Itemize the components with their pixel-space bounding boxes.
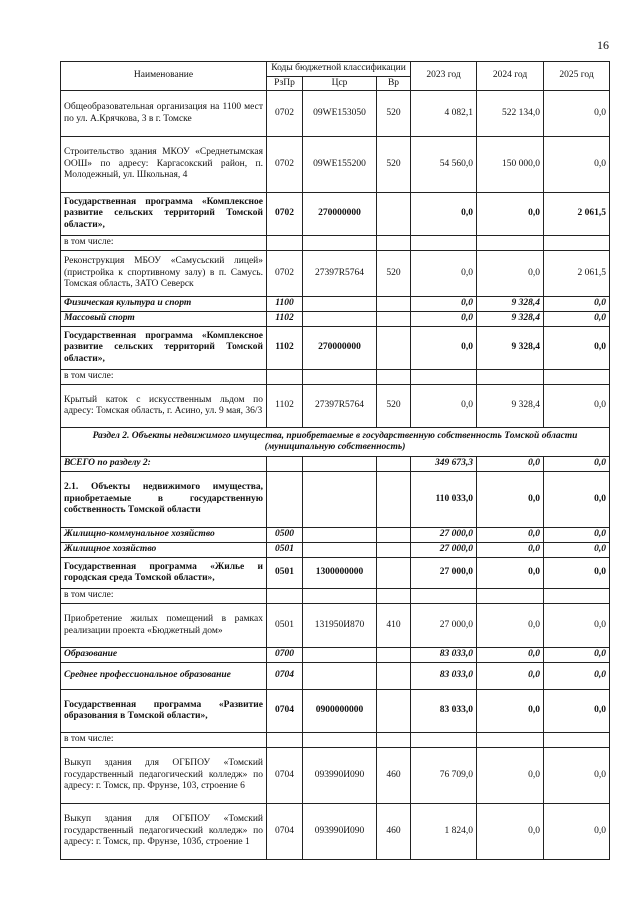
- cell-csr: [303, 370, 377, 385]
- cell-csr: 1300000000: [303, 558, 377, 589]
- cell-y2024: 0,0: [477, 648, 544, 663]
- cell-name: 2.1. Объекты недвижимого имущества, приобретаемые в государственную собственность Томской области: [61, 472, 267, 528]
- page-number: 16: [597, 38, 609, 52]
- cell-rzpr: 1100: [267, 297, 303, 312]
- cell-y2023: 0,0: [411, 312, 477, 327]
- cell-vr: [377, 312, 411, 327]
- cell-y2023: 0,0: [411, 251, 477, 297]
- cell-name: в том числе:: [61, 589, 267, 604]
- cell-csr: 09WE155200: [303, 137, 377, 193]
- cell-name: Жилищно-коммунальное хозяйство: [61, 528, 267, 543]
- cell-y2024: 522 134,0: [477, 91, 544, 137]
- cell-y2024: 0,0: [477, 748, 544, 804]
- cell-vr: [377, 528, 411, 543]
- cell-y2023: 110 033,0: [411, 472, 477, 528]
- table-row: [61, 327, 610, 370]
- cell-csr: [303, 472, 377, 528]
- cell-vr: 460: [377, 748, 411, 804]
- cell-rzpr: [267, 370, 303, 385]
- cell-csr: 131950И870: [303, 604, 377, 648]
- cell-rzpr: 0704: [267, 690, 303, 733]
- cell-rzpr: 1102: [267, 312, 303, 327]
- cell-csr: 27397R5764: [303, 251, 377, 297]
- cell-name: в том числе:: [61, 370, 267, 385]
- cell-rzpr: 0501: [267, 604, 303, 648]
- cell-y2023: 0,0: [411, 385, 477, 428]
- cell-y2024: 9 328,4: [477, 312, 544, 327]
- section-header-row: [61, 428, 610, 457]
- cell-name: ВСЕГО по разделу 2:: [61, 457, 267, 472]
- table-row: [61, 804, 610, 860]
- cell-y2023: 0,0: [411, 327, 477, 370]
- cell-y2023: 27 000,0: [411, 604, 477, 648]
- cell-vr: 520: [377, 91, 411, 137]
- cell-vr: [377, 370, 411, 385]
- cell-csr: [303, 312, 377, 327]
- header-2025: 2025 год: [544, 62, 610, 91]
- cell-name: Реконструкция МБОУ «Самусьский лицей» (пристройка к спортивному залу) в п. Самусь. Томская область, ЗАТО Северск: [61, 251, 267, 297]
- cell-y2024: 9 328,4: [477, 297, 544, 312]
- cell-vr: [377, 733, 411, 748]
- cell-csr: 27397R5764: [303, 385, 377, 428]
- cell-vr: [377, 690, 411, 733]
- cell-rzpr: 0501: [267, 558, 303, 589]
- budget-table: [60, 61, 610, 860]
- cell-rzpr: 0700: [267, 648, 303, 663]
- cell-y2023: 83 033,0: [411, 690, 477, 733]
- cell-y2025: 0,0: [544, 457, 610, 472]
- cell-name: в том числе:: [61, 236, 267, 251]
- cell-vr: 460: [377, 804, 411, 860]
- cell-name: Государственная программа «Комплексное развитие сельских территорий Томской области»,: [61, 193, 267, 236]
- cell-y2025: [544, 236, 610, 251]
- cell-rzpr: 1102: [267, 385, 303, 428]
- cell-y2024: 0,0: [477, 604, 544, 648]
- table-row: [61, 543, 610, 558]
- cell-y2024: 9 328,4: [477, 327, 544, 370]
- cell-csr: 270000000: [303, 193, 377, 236]
- cell-name: Образование: [61, 648, 267, 663]
- cell-name: Крытый каток с искусственным льдом по адресу: Томская область, г. Асино, ул. 9 мая, 36/3: [61, 385, 267, 428]
- cell-rzpr: [267, 589, 303, 604]
- cell-y2024: [477, 733, 544, 748]
- table-row: [61, 748, 610, 804]
- cell-y2025: 0,0: [544, 528, 610, 543]
- header-row: [61, 62, 610, 77]
- cell-y2023: 27 000,0: [411, 558, 477, 589]
- cell-name: Строительство здания МКОУ «Среднетымская ООШ» по адресу: Каргасокский район, п. Молодежный, ул. Школьная, 4: [61, 137, 267, 193]
- cell-csr: [303, 543, 377, 558]
- cell-rzpr: 0704: [267, 804, 303, 860]
- table-row: [61, 663, 610, 690]
- cell-y2023: 349 673,3: [411, 457, 477, 472]
- table-row: [61, 297, 610, 312]
- cell-csr: 09WE153050: [303, 91, 377, 137]
- cell-y2024: 0,0: [477, 690, 544, 733]
- cell-rzpr: 0500: [267, 528, 303, 543]
- cell-y2025: 0,0: [544, 137, 610, 193]
- cell-y2025: 0,0: [544, 543, 610, 558]
- cell-y2025: 0,0: [544, 604, 610, 648]
- cell-rzpr: 0702: [267, 137, 303, 193]
- cell-y2025: 0,0: [544, 690, 610, 733]
- cell-csr: 093990И090: [303, 748, 377, 804]
- cell-y2025: [544, 370, 610, 385]
- table-row: [61, 528, 610, 543]
- cell-csr: [303, 236, 377, 251]
- cell-csr: [303, 648, 377, 663]
- cell-vr: [377, 327, 411, 370]
- header-2023: 2023 год: [411, 62, 477, 91]
- header-2024: 2024 год: [477, 62, 544, 91]
- cell-name: Выкуп здания для ОГБПОУ «Томский государственный педагогический колледж» по адресу: г. Томск, пр. Фрунзе, 103, строение 6: [61, 748, 267, 804]
- cell-y2024: 0,0: [477, 528, 544, 543]
- cell-vr: [377, 558, 411, 589]
- table-row: [61, 236, 610, 251]
- cell-y2025: 0,0: [544, 312, 610, 327]
- cell-csr: [303, 589, 377, 604]
- cell-name: Среднее профессиональное образование: [61, 663, 267, 690]
- cell-rzpr: [267, 733, 303, 748]
- cell-y2024: 9 328,4: [477, 385, 544, 428]
- cell-y2024: 0,0: [477, 251, 544, 297]
- cell-y2023: [411, 589, 477, 604]
- cell-rzpr: 0704: [267, 748, 303, 804]
- cell-y2024: 0,0: [477, 804, 544, 860]
- cell-name: Государственная программа «Развитие образования в Томской области»,: [61, 690, 267, 733]
- header-csr: Цср: [303, 76, 377, 91]
- table-row: [61, 193, 610, 236]
- cell-vr: 410: [377, 604, 411, 648]
- cell-rzpr: [267, 457, 303, 472]
- cell-y2025: 0,0: [544, 663, 610, 690]
- cell-csr: 0900000000: [303, 690, 377, 733]
- table-row: [61, 370, 610, 385]
- cell-csr: [303, 297, 377, 312]
- table-row: [61, 472, 610, 528]
- cell-name: Физическая культура и спорт: [61, 297, 267, 312]
- cell-y2023: [411, 370, 477, 385]
- cell-y2023: 83 033,0: [411, 663, 477, 690]
- cell-y2025: 0,0: [544, 804, 610, 860]
- cell-y2024: 0,0: [477, 663, 544, 690]
- cell-y2025: 0,0: [544, 558, 610, 589]
- cell-vr: [377, 457, 411, 472]
- cell-name: Государственная программа «Комплексное развитие сельских территорий Томской области»,: [61, 327, 267, 370]
- cell-csr: 093990И090: [303, 804, 377, 860]
- cell-name: Жилищное хозяйство: [61, 543, 267, 558]
- cell-y2023: [411, 236, 477, 251]
- cell-vr: [377, 589, 411, 604]
- table-row: [61, 457, 610, 472]
- cell-y2023: 54 560,0: [411, 137, 477, 193]
- cell-y2024: [477, 370, 544, 385]
- cell-rzpr: 1102: [267, 327, 303, 370]
- cell-y2025: [544, 733, 610, 748]
- cell-vr: [377, 193, 411, 236]
- cell-y2025: 2 061,5: [544, 193, 610, 236]
- cell-vr: [377, 663, 411, 690]
- cell-y2025: 0,0: [544, 648, 610, 663]
- table-row: [61, 589, 610, 604]
- cell-csr: 270000000: [303, 327, 377, 370]
- table-row: [61, 312, 610, 327]
- section-title: Раздел 2. Объекты недвижимого имущества, приобретаемые в государственную собственность Томской области (муниципальную собственность): [61, 428, 610, 457]
- cell-y2025: 0,0: [544, 327, 610, 370]
- header-codes: Коды бюджетной классификации: [267, 62, 411, 77]
- table-row: [61, 558, 610, 589]
- cell-vr: 520: [377, 385, 411, 428]
- cell-rzpr: 0501: [267, 543, 303, 558]
- cell-csr: [303, 733, 377, 748]
- table-row: [61, 604, 610, 648]
- cell-rzpr: 0702: [267, 91, 303, 137]
- cell-y2023: 4 082,1: [411, 91, 477, 137]
- cell-y2023: 76 709,0: [411, 748, 477, 804]
- cell-rzpr: 0702: [267, 251, 303, 297]
- cell-y2025: [544, 589, 610, 604]
- cell-y2023: 27 000,0: [411, 543, 477, 558]
- cell-vr: 520: [377, 251, 411, 297]
- cell-y2023: 1 824,0: [411, 804, 477, 860]
- cell-rzpr: 0702: [267, 193, 303, 236]
- cell-y2024: [477, 589, 544, 604]
- cell-name: Приобретение жилых помещений в рамках реализации проекта «Бюджетный дом»: [61, 604, 267, 648]
- cell-y2024: 0,0: [477, 457, 544, 472]
- header-vr: Вр: [377, 76, 411, 91]
- cell-y2023: [411, 733, 477, 748]
- cell-y2024: 150 000,0: [477, 137, 544, 193]
- cell-csr: [303, 528, 377, 543]
- table-row: [61, 690, 610, 733]
- cell-rzpr: [267, 236, 303, 251]
- table-row: [61, 733, 610, 748]
- cell-name: в том числе:: [61, 733, 267, 748]
- cell-y2024: [477, 236, 544, 251]
- cell-y2024: 0,0: [477, 543, 544, 558]
- cell-y2025: 0,0: [544, 748, 610, 804]
- cell-y2025: 0,0: [544, 385, 610, 428]
- table-row: [61, 648, 610, 663]
- cell-y2024: 0,0: [477, 558, 544, 589]
- cell-y2025: 0,0: [544, 91, 610, 137]
- cell-vr: [377, 236, 411, 251]
- header-rzpr: РзПр: [267, 76, 303, 91]
- cell-y2023: 83 033,0: [411, 648, 477, 663]
- cell-vr: [377, 648, 411, 663]
- cell-y2024: 0,0: [477, 472, 544, 528]
- cell-csr: [303, 663, 377, 690]
- cell-name: Выкуп здания для ОГБПОУ «Томский государственный педагогический колледж» по адресу: г. Томск, пр. Фрунзе, 103б, строение 1: [61, 804, 267, 860]
- cell-y2023: 0,0: [411, 193, 477, 236]
- cell-y2023: 27 000,0: [411, 528, 477, 543]
- cell-y2025: 0,0: [544, 472, 610, 528]
- header-name: Наименование: [61, 62, 267, 91]
- cell-name: Государственная программа «Жилье и городская среда Томской области»,: [61, 558, 267, 589]
- cell-y2025: 2 061,5: [544, 251, 610, 297]
- table-row: [61, 385, 610, 428]
- cell-csr: [303, 457, 377, 472]
- cell-rzpr: [267, 472, 303, 528]
- cell-name: Общеобразовательная организация на 1100 мест по ул. А.Крячкова, 3 в г. Томске: [61, 91, 267, 137]
- cell-rzpr: 0704: [267, 663, 303, 690]
- table-row: [61, 137, 610, 193]
- cell-vr: [377, 297, 411, 312]
- cell-name: Массовый спорт: [61, 312, 267, 327]
- cell-y2024: 0,0: [477, 193, 544, 236]
- cell-vr: 520: [377, 137, 411, 193]
- cell-y2023: 0,0: [411, 297, 477, 312]
- cell-y2025: 0,0: [544, 297, 610, 312]
- table-row: [61, 91, 610, 137]
- cell-vr: [377, 543, 411, 558]
- table-row: [61, 251, 610, 297]
- cell-vr: [377, 472, 411, 528]
